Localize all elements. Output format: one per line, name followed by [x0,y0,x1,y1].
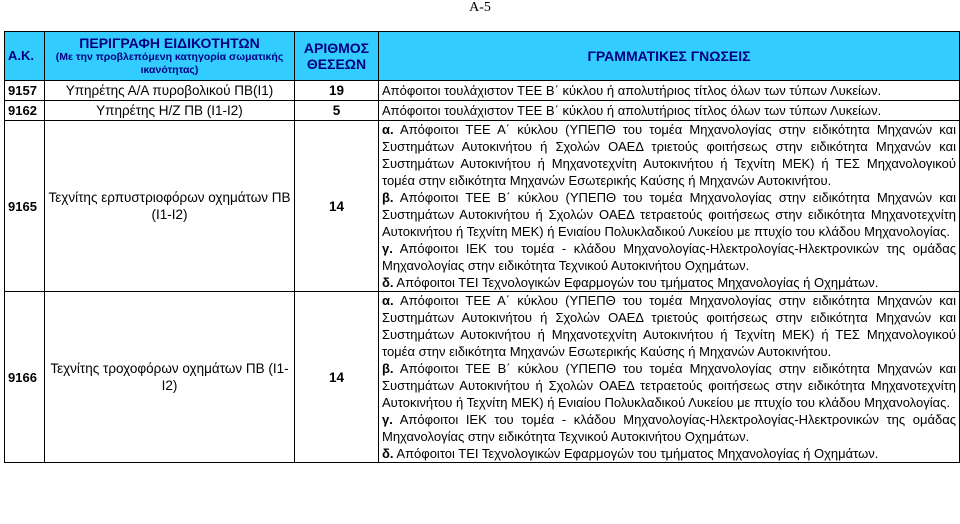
qualification-marker: δ. [382,446,394,461]
row-qualifications [379,121,960,292]
qualification-c [382,411,956,445]
row-qualifications [379,292,960,463]
qualification-text: Απόφοιτοι ΤΕΙ Τεχνολογικών Εφαρμογών του τμήματος Μηχανολογίας ή Οχημάτων. [393,275,879,290]
row-code: 9165 [5,121,45,292]
table-row [5,81,960,101]
qualification-text: Απόφοιτοι ΤΕΕ Β΄ κύκλου (ΥΠΕΠΘ του τομέα Μηχανολογίας στην ειδικότητα Μηχανών και Συστημάτων Αυτοκινήτου ή Σχολών ΟΑΕΔ τετραετούς φοιτήσεως στην ειδικότητα Μηχανοτεχνίτη Αυτοκινήτου ή Τεχνίτη ΜΕΚ) ή Ενιαίου Πολυκλαδικού Λυκείου με πτυχίο του κλάδου Μηχανολογίας. [382,361,956,410]
header-ak: Α.Κ. [5,32,45,81]
row-specialty: Υπηρέτης Α/Α πυροβολικού ΠΒ(Ι1) [45,81,295,101]
qualification-marker: γ. [382,241,393,256]
qualification-text: Απόφοιτοι ΤΕΕ Α΄ κύκλου (ΥΠΕΠΘ του τομέα Μηχανολογίας στην ειδικότητα Μηχανών και Συστημάτων Αυτοκινήτου ή Σχολών ΟΑΕΔ τριετούς φοιτήσεως στην ειδικότητα Μηχανών και Συστημάτων Αυτοκινήτου ή Μηχανοτεχνίτη Αυτοκινήτου ή Τεχνίτη ΜΕΚ) ή ΤΕΣ Μηχανολογικού τομέα στην ειδικότητα Μηχανών Εσωτερικής Καύσης ή Μηχανών Αυτοκινήτου. [382,293,956,359]
qualification-text: Απόφοιτοι ΙΕΚ του τομέα - κλάδου Μηχανολογίας-Ηλεκτρολογίας-Ηλεκτρονικών της ομάδας Μηχανολογίας στην ειδικότητα Τεχνικού Αυτοκινήτου Οχημάτων. [382,412,956,444]
row-positions: 14 [295,292,379,463]
specialties-table [4,31,960,463]
table-header [5,32,960,81]
table-row [5,101,960,121]
row-positions: 14 [295,121,379,292]
qualification-marker: β. [382,190,394,205]
qualification-b [382,189,956,240]
qualification-marker: α. [382,122,394,137]
row-qualifications [379,81,960,101]
row-specialty: Τεχνίτης ερπυστριοφόρων οχημάτων ΠΒ (Ι1-Ι2) [45,121,295,292]
qualification-marker: γ. [382,412,393,427]
qualification-text: Απόφοιτοι ΙΕΚ του τομέα - κλάδου Μηχανολογίας-Ηλεκτρολογίας-Ηλεκτρονικών της ομάδας Μηχανολογίας στην ειδικότητα Τεχνικού Αυτοκινήτου Οχημάτων. [382,241,956,273]
header-knowledge: ΓΡΑΜΜΑΤΙΚΕΣ ΓΝΩΣΕΙΣ [379,32,960,81]
qualification-text: Απόφοιτοι τουλάχιστον ΤΕΕ Β΄ κύκλου ή απολυτήριος τίτλος όλων των τύπων Λυκείων. [382,103,882,118]
header-positions: ΑΡΙΘΜΟΣ ΘΕΣΕΩΝ [295,32,379,81]
row-code: 9166 [5,292,45,463]
qualification-a [382,121,956,189]
qualification-text: Απόφοιτοι ΤΕΕ Α΄ κύκλου (ΥΠΕΠΘ του τομέα Μηχανολογίας στην ειδικότητα Μηχανών και Συστημάτων Αυτοκινήτου ή Σχολών ΟΑΕΔ τριετούς φοιτήσεως στην ειδικότητα Μηχανών και Συστημάτων Αυτοκινήτου ή Μηχανοτεχνίτη Αυτοκινήτου ή Τεχνίτη ΜΕΚ) ή ΤΕΣ Μηχανολογικού τομέα στην ειδικότητα Μηχανών Εσωτερικής Καύσης ή Μηχανών Αυτοκινήτου. [382,122,956,188]
qualification-marker: δ. [382,275,394,290]
row-code: 9157 [5,81,45,101]
qualification-text: Απόφοιτοι τουλάχιστον ΤΕΕ Β΄ κύκλου ή απολυτήριος τίτλος όλων των τύπων Λυκείων. [382,83,882,98]
qualification-marker: β. [382,361,394,376]
qualification-c [382,240,956,274]
header-specialty [45,32,295,81]
qualification-a [382,292,956,360]
page-label: Α-5 [469,0,491,15]
header-specialty-subtitle: (Με την προβλεπόμενη κατηγορία σωματικής ικανότητας) [55,51,284,76]
row-qualifications [379,101,960,121]
row-specialty: Υπηρέτης Η/Ζ ΠΒ (Ι1-Ι2) [45,101,295,121]
row-positions: 19 [295,81,379,101]
row-specialty: Τεχνίτης τροχοφόρων οχημάτων ΠΒ (Ι1-Ι2) [45,292,295,463]
row-code: 9162 [5,101,45,121]
row-positions: 5 [295,101,379,121]
qualification-d [382,445,956,462]
qualification-d [382,274,956,291]
qualification-marker: α. [382,293,394,308]
qualification-text: Απόφοιτοι ΤΕΕ Β΄ κύκλου (ΥΠΕΠΘ του τομέα Μηχανολογίας στην ειδικότητα Μηχανών και Συστημάτων Αυτοκινήτου ή Σχολών ΟΑΕΔ τετραετούς φοιτήσεως στην ειδικότητα Μηχανοτεχνίτη Αυτοκινήτου ή Τεχνίτη ΜΕΚ) ή Ενιαίου Πολυκλαδικού Λυκείου με πτυχίο του κλάδου Μηχανολογίας. [382,190,956,239]
table-row [5,121,960,292]
header-specialty-title: ΠΕΡΙΓΡΑΦΗ ΕΙΔΙΚΟΤΗΤΩΝ [79,35,260,51]
qualification-b [382,360,956,411]
qualification-text: Απόφοιτοι ΤΕΙ Τεχνολογικών Εφαρμογών του τμήματος Μηχανολογίας ή Οχημάτων. [393,446,879,461]
table-row [5,292,960,463]
